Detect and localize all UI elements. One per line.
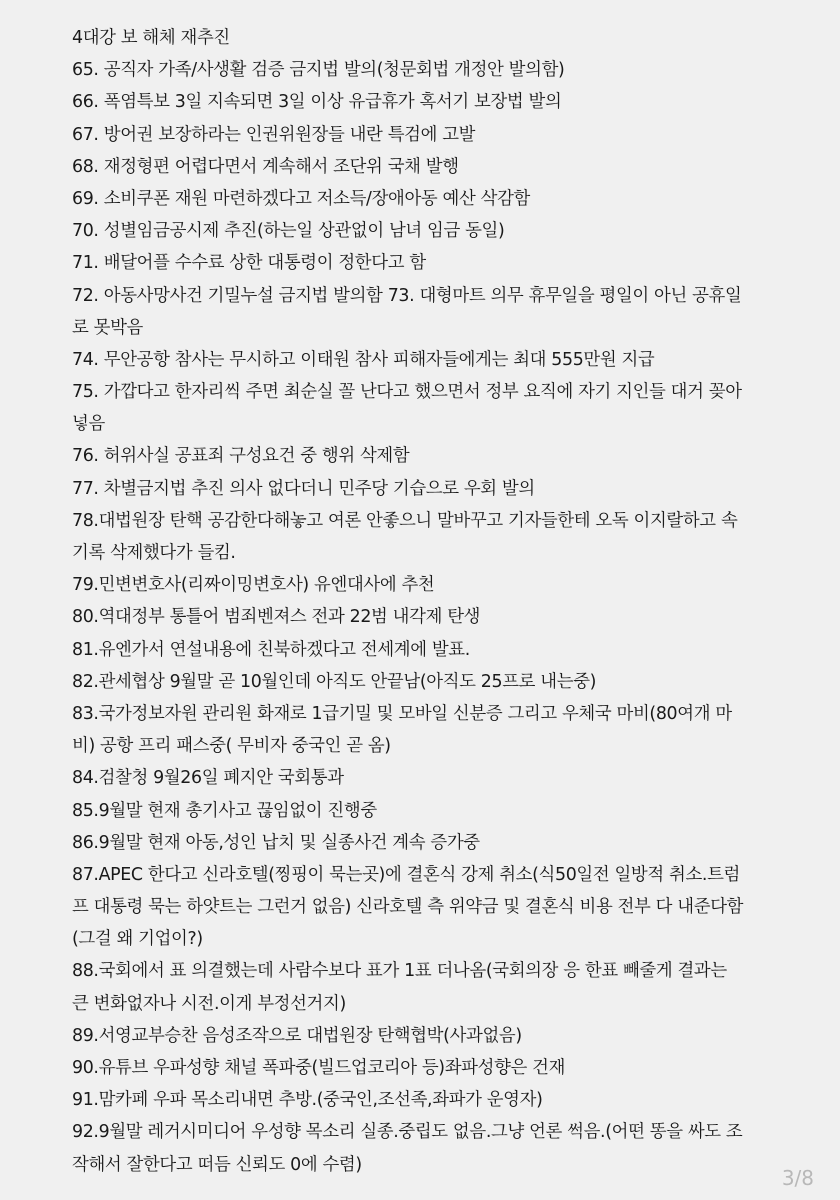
- text-line: 작해서 잘한다고 떠듬 신뢰도 0에 수렴): [72, 1154, 362, 1175]
- text-line: 71. 배달어플 수수료 상한 대통령이 정한다고 함: [72, 253, 426, 274]
- text-line: 87.APEC 한다고 신라호텔(찡핑이 묵는곳)에 결혼식 강제 취소(식50일전 일방적 취소.트럼: [72, 864, 740, 885]
- text-line: 75. 가깝다고 한자리씩 주면 최순실 꼴 난다고 했으면서 정부 요직에 자기 지인들 대거 꽂아: [72, 382, 742, 403]
- text-line: 80.역대정부 통틀어 범죄벤져스 전과 22범 내각제 탄생: [72, 607, 481, 628]
- text-line: 65. 공직자 가족/사생활 검증 금지법 발의(청문회법 개정안 발의함): [72, 60, 565, 81]
- text-line: 70. 성별임금공시제 추진(하는일 상관없이 남녀 임금 동일): [72, 221, 505, 242]
- text-line: 큰 변화없자나 시전.이게 부정선거지): [72, 993, 346, 1014]
- text-line: 로 못박음: [72, 317, 143, 338]
- text-line: 넣음: [72, 414, 105, 435]
- text-line: 86.9월말 현재 아동,성인 납치 및 실종사건 계속 증가중: [72, 832, 480, 853]
- text-line: 74. 무안공항 참사는 무시하고 이태원 참사 피해자들에게는 최대 555만원 지급: [72, 349, 655, 370]
- text-line: 68. 재정형편 어렵다면서 계속해서 조단위 국채 발행: [72, 156, 459, 177]
- text-line: 82.관세협상 9월말 곧 10월인데 아직도 안끝남(아직도 25프로 내는중): [72, 671, 597, 692]
- document-body: [0, 22, 840, 1181]
- page-indicator: 3/8: [781, 1166, 814, 1190]
- text-line: 91.맘카페 우파 목소리내면 추방.(중국인,조선족,좌파가 운영자): [72, 1090, 543, 1111]
- text-line: 79.민변변호사(리짜이밍변호사) 유엔대사에 추천: [72, 575, 435, 596]
- text-line: 83.국가정보자원 관리원 화재로 1급기밀 및 모바일 신분증 그리고 우체국 마비(80여개 마: [72, 703, 732, 724]
- text-line: 66. 폭염특보 3일 지속되면 3일 이상 유급휴가 혹서기 보장법 발의: [72, 92, 562, 113]
- text-line: 프 대통령 묵는 하얏트는 그런거 없음) 신라호텔 측 위약금 및 결혼식 비용 전부 다 내준다함: [72, 897, 744, 918]
- text-line: (그걸 왜 기업이?): [72, 929, 203, 950]
- text-line: 78.대법원장 탄핵 공감한다해놓고 여론 안좋으니 말바꾸고 기자들한테 오독 이지랄하고 속: [72, 510, 738, 531]
- text-line: 기록 삭제했다가 들킴.: [72, 543, 236, 563]
- text-line: 81.유엔가서 연설내용에 친북하겠다고 전세계에 발표.: [72, 639, 470, 660]
- text-line: 4대강 보 해체 재추진: [72, 28, 230, 48]
- text-line: 88.국회에서 표 의결했는데 사람수보다 표가 1표 더나옴(국회의장 응 한표 빼줄게 결과는: [72, 961, 727, 982]
- text-line: 84.검찰청 9월26일 폐지안 국회통과: [72, 768, 344, 789]
- text-line: 72. 아동사망사건 기밀누설 금지법 발의함 73. 대형마트 의무 휴무일을 평일이 아닌 공휴일: [72, 285, 742, 306]
- text-line: 69. 소비쿠폰 재원 마련하겠다고 저소득/장애아동 예산 삭감함: [72, 188, 530, 209]
- text-line: 77. 차별금지법 추진 의사 없다더니 민주당 기습으로 우회 발의: [72, 478, 535, 499]
- text-line: 92.9월말 레거시미디어 우성향 목소리 실종.중립도 없음.그냥 언론 썩음.(어떤 똥을 싸도 조: [72, 1122, 743, 1143]
- text-line: 67. 방어권 보장하라는 인권위원장들 내란 특검에 고발: [72, 124, 476, 145]
- text-line: 비) 공항 프리 패스중( 무비자 중국인 곧 옴): [72, 736, 391, 757]
- text-line: 90.유튜브 우파성향 채널 폭파중(빌드업코리아 등)좌파성향은 건재: [72, 1058, 566, 1078]
- text-line: 85.9월말 현재 총기사고 끊임없이 진행중: [72, 800, 377, 821]
- text-line: 76. 허위사실 공표죄 구성요건 중 행위 삭제함: [72, 446, 410, 467]
- text-line: 89.서영교부승찬 음성조작으로 대법원장 탄핵협박(사과없음): [72, 1025, 522, 1046]
